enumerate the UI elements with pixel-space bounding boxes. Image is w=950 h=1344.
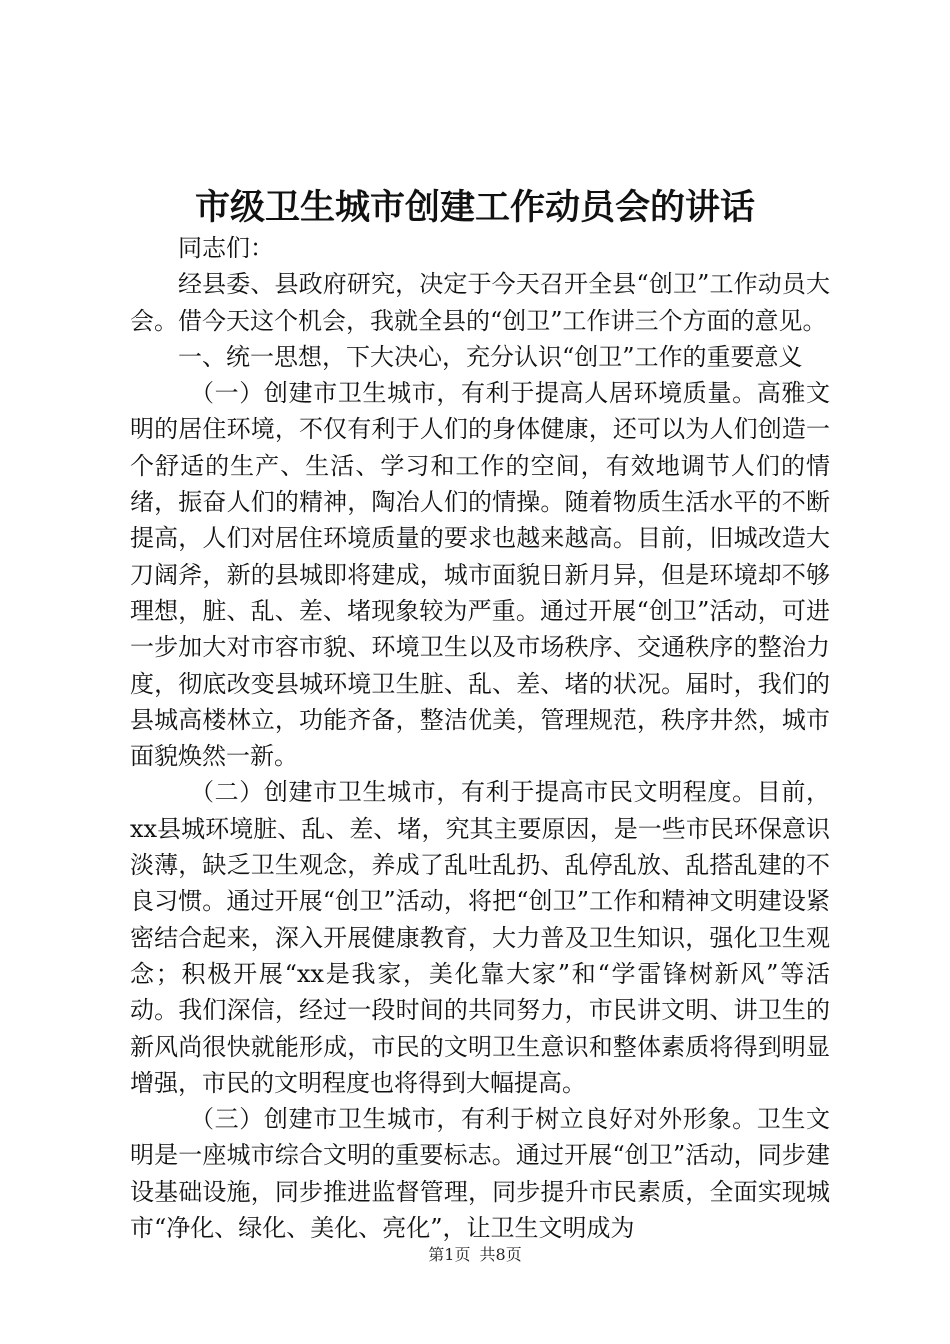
salutation: 同志们： [178,234,274,262]
paragraph-point-3: （三）创建市卫生城市，有利于树立良好对外形象。卫生文明是一座城市综合文明的重要标志。通过开展“创卫”活动，同步建设基础设施，同步推进监督管理，同步提升市民素质，全面实现城市“净化、绿化、美化、亮化”，让卫生文明成为 [130,1105,830,1243]
section-heading-1: 一、统一思想，下大决心，充分认识“创卫”工作的重要意义 [178,342,803,371]
paragraph-point-1: （一）创建市卫生城市，有利于提高人居环境质量。高雅文明的居住环境，不仅有利于人们的身体健康，还可以为人们创造一个舒适的生产、生活、学习和工作的空间，有效地调节人们的情绪，振奋人们的精神，陶冶人们的情操。随着物质生活水平的不断提高，人们对居住环境质量的要求也越来越高。目前，旧城改造大刀阔斧，新的县城即将建成，城市面貌日新月异，但是环境却不够理想，脏、乱、差、堵现象较为严重。通过开展“创卫”活动，可进一步加大对市容市貌、环境卫生以及市场秩序、交通秩序的整治力度，彻底改变县城环境卫生脏、乱、差、堵的状况。届时，我们的县城高楼林立，功能齐备，整洁优美，管理规范，秩序井然，城市面貌焕然一新。 [130,379,830,771]
document-title: 市级卫生城市创建工作动员会的讲话 [194,187,755,228]
page-number: 第1页 [428,1245,471,1264]
document-body [130,230,830,1246]
paragraph-intro: 经县委、县政府研究，决定于今天召开全县“创卫”工作动员大会。借今天这个机会，我就全县的“创卫”工作讲三个方面的意见。 [130,270,830,335]
page-total: 共8页 [479,1245,522,1264]
page-footer [0,1243,950,1267]
paragraph-point-2: （二）创建市卫生城市，有利于提高市民文明程度。目前，xx县城环境脏、乱、差、堵，究其主要原因，是一些市民环保意识淡薄，缺乏卫生观念，养成了乱吐乱扔、乱停乱放、乱搭乱建的不良习惯。通过开展“创卫”活动，将把“创卫”工作和精神文明建设紧密结合起来，深入开展健康教育，大力普及卫生知识，强化卫生观念；积极开展“xx是我家，美化靠大家”和“学雷锋树新风”等活动。我们深信，经过一段时间的共同努力，市民讲文明、讲卫生的新风尚很快就能形成，市民的文明卫生意识和整体素质将得到明显增强，市民的文明程度也将得到大幅提高。 [130,778,830,1097]
